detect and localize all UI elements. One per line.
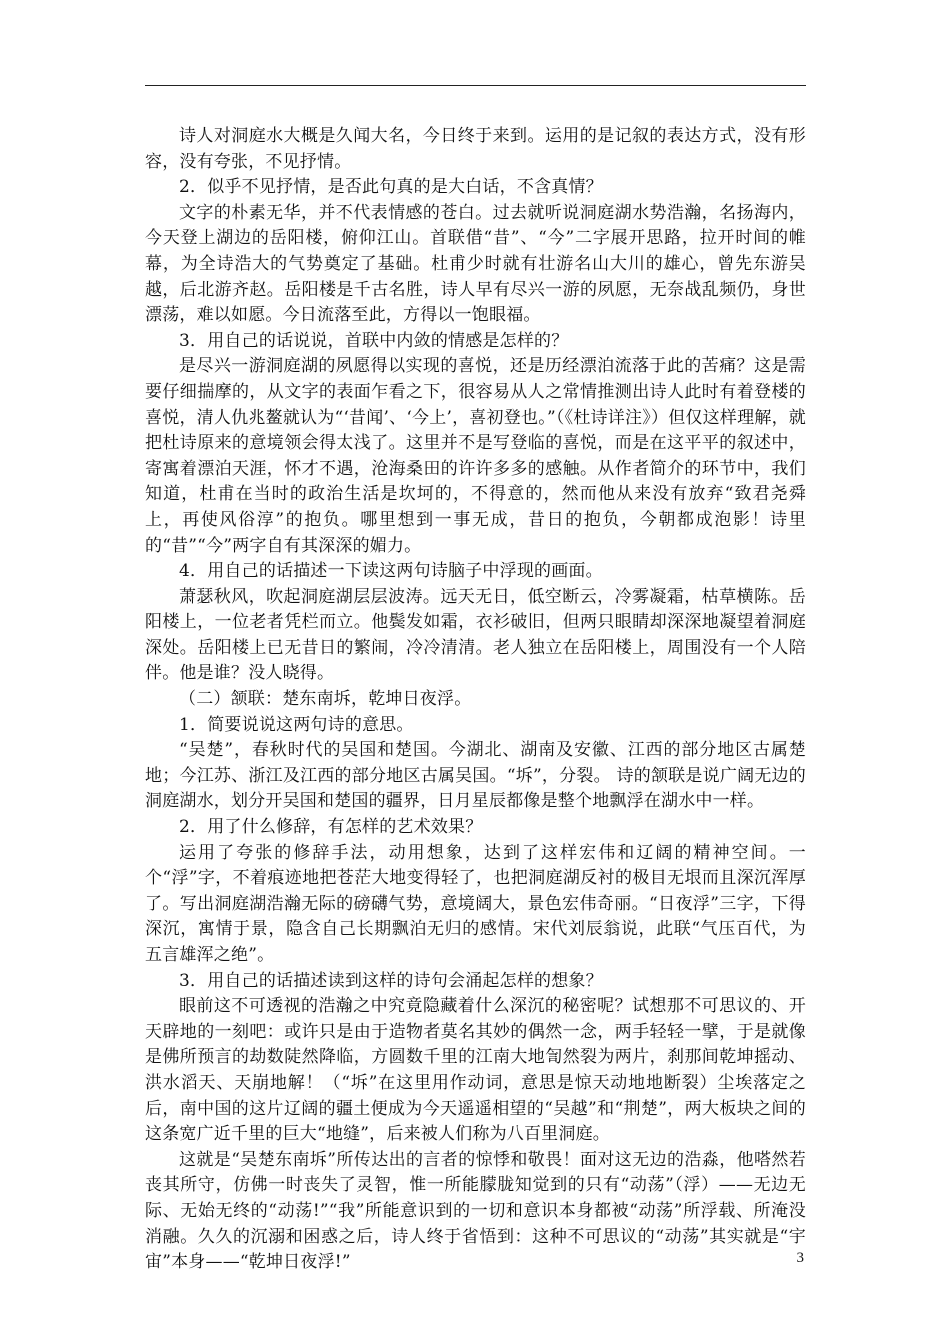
question-heading: 3．用自己的话说说，首联中内敛的情感是怎样的？ bbox=[179, 330, 569, 351]
paragraph: 诗人对洞庭水大概是久闻大名，今日终于来到。运用的是记叙的表达方式，没有形容，没有夸张，不见抒情。 bbox=[145, 126, 806, 172]
paragraph: “吴楚”，春秋时代的吴国和楚国。今湖北、湖南及安徽、江西的部分地区古属楚地；今江苏、浙江及江西的部分地区古属吴国。“坼”，分裂。 诗的颔联是说广阔无边的洞庭湖水，划分开吴国和楚国的疆界，日月星辰都像是整个地飘浮在湖水中一样。 bbox=[145, 740, 806, 812]
paragraph: 眼前这不可透视的浩瀚之中究竟隐藏着什么深沉的秘密呢？试想那不可思议的、开天辟地的一刻吧：或许只是由于造物者莫名其妙的偶然一念，两手轻轻一擘，于是就像是佛所预言的劫数陡然降临，方圆数千里的江南大地訇然裂为两片，刹那间乾坤摇动、洪水滔天、天崩地解！（“坼”在这里用作动词，意思是惊天动地地断裂）尘埃落定之后，南中国的这片辽阔的疆土便成为今天遥遥相望的“吴越”和“荆楚”，两大板块之间的这条宽广近千里的巨大“地缝”，后来被人们称为八百里洞庭。 bbox=[145, 996, 806, 1145]
paragraph: 文字的朴素无华，并不代表情感的苍白。过去就听说洞庭湖水势浩瀚，名扬海内，今天登上湖边的岳阳楼，俯仰江山。首联借“昔”、“今”二字展开思路，拉开时间的帷幕，为全诗浩大的气势奠定了基础。杜甫少时就有壮游名山大川的雄心，曾先东游吴越，后北游齐赵。岳阳楼是千古名胜，诗人早有尽兴一游的夙愿，无奈战乱频仍，身世漂荡，难以如愿。今日流落至此，方得以一饱眼福。 bbox=[145, 202, 806, 326]
question-heading: 2．似乎不见抒情，是否此句真的是大白话，不含真情？ bbox=[179, 177, 603, 198]
paragraph: 是尽兴一游洞庭湖的夙愿得以实现的喜悦，还是历经漂泊流落于此的苦痛？这是需要仔细揣摩的，从文字的表面乍看之下，很容易从人之常情推测出诗人此时有着登楼的喜悦，清人仇兆鳌就认为“‘昔闻’、‘今上’，喜初登也。”（《杜诗详注》）但仅这样理解，就把杜诗原来的意境领会得太浅了。这里并不是写登临的喜悦，而是在这平平的叙述中，寄寓着漂泊天涯，怀才不遇，沧海桑田的许许多多的感触。从作者简介的环节中，我们知道，杜甫在当时的政治生活是坎坷的，不得意的，然而他从来没有放弃“致君尧舜上，再使风俗淳”的抱负。哪里想到一事无成，昔日的抱负，今朝都成泡影！诗里的“昔”“今”两字自有其深深的媚力。 bbox=[145, 356, 806, 556]
section-heading: （二）颔联：楚东南坼，乾坤日夜浮。 bbox=[179, 689, 472, 710]
question-heading: 2．用了什么修辞，有怎样的艺术效果？ bbox=[179, 817, 483, 838]
header-rule bbox=[145, 85, 806, 86]
question-heading: 1．简要说说这两句诗的意思。 bbox=[179, 714, 414, 735]
paragraph: 运用了夸张的修辞手法，动用想象，达到了这样宏伟和辽阔的精神空间。一个“浮”字，不着痕迹地把苍茫大地变得轻了，也把洞庭湖反衬的极目无垠而且深沉浑厚了。写出洞庭湖浩瀚无际的磅礴气势，意境阔大，景色宏伟奇丽。“日夜浮”三字，下得深沉，寓情于景，隐含自己长期飘泊无归的感情。宋代刘辰翁说，此联“气压百代，为五言雄浑之绝”。 bbox=[145, 842, 806, 965]
paragraph: 这就是“吴楚东南坼”所传达出的言者的惊悸和敬畏！面对这无边的浩淼，他嗒然若丧其所守，仿佛一时丧失了灵智，惟一所能朦胧知觉到的只有“动荡”（浮）——无边无际、无始无终的“动荡!”“我”所能意识到的一切和意识本身都被“动荡”所浮载、所淹没消融。久久的沉溺和困惑之后，诗人终于省悟到：这种不可思议的“动荡”其实就是“宇宙”本身——“乾坤日夜浮!” bbox=[145, 1149, 806, 1273]
page-body bbox=[145, 124, 806, 1276]
page-number: 3 bbox=[796, 1250, 804, 1266]
question-heading: 3．用自己的话描述读到这样的诗句会涌起怎样的想象？ bbox=[179, 970, 603, 991]
paragraph: 萧瑟秋风，吹起洞庭湖层层波涛。远天无日，低空断云，冷雾凝霜，枯草横陈。岳阳楼上，一位老者凭栏而立。他鬓发如霜，衣衫破旧，但两只眼睛却深深地凝望着洞庭深处。岳阳楼上已无昔日的繁闹，冷冷清清。老人独立在岳阳楼上，周围没有一个人陪伴。他是谁？没人晓得。 bbox=[145, 586, 806, 684]
question-heading: 4．用自己的话描述一下读这两句诗脑子中浮现的画面。 bbox=[179, 561, 603, 582]
